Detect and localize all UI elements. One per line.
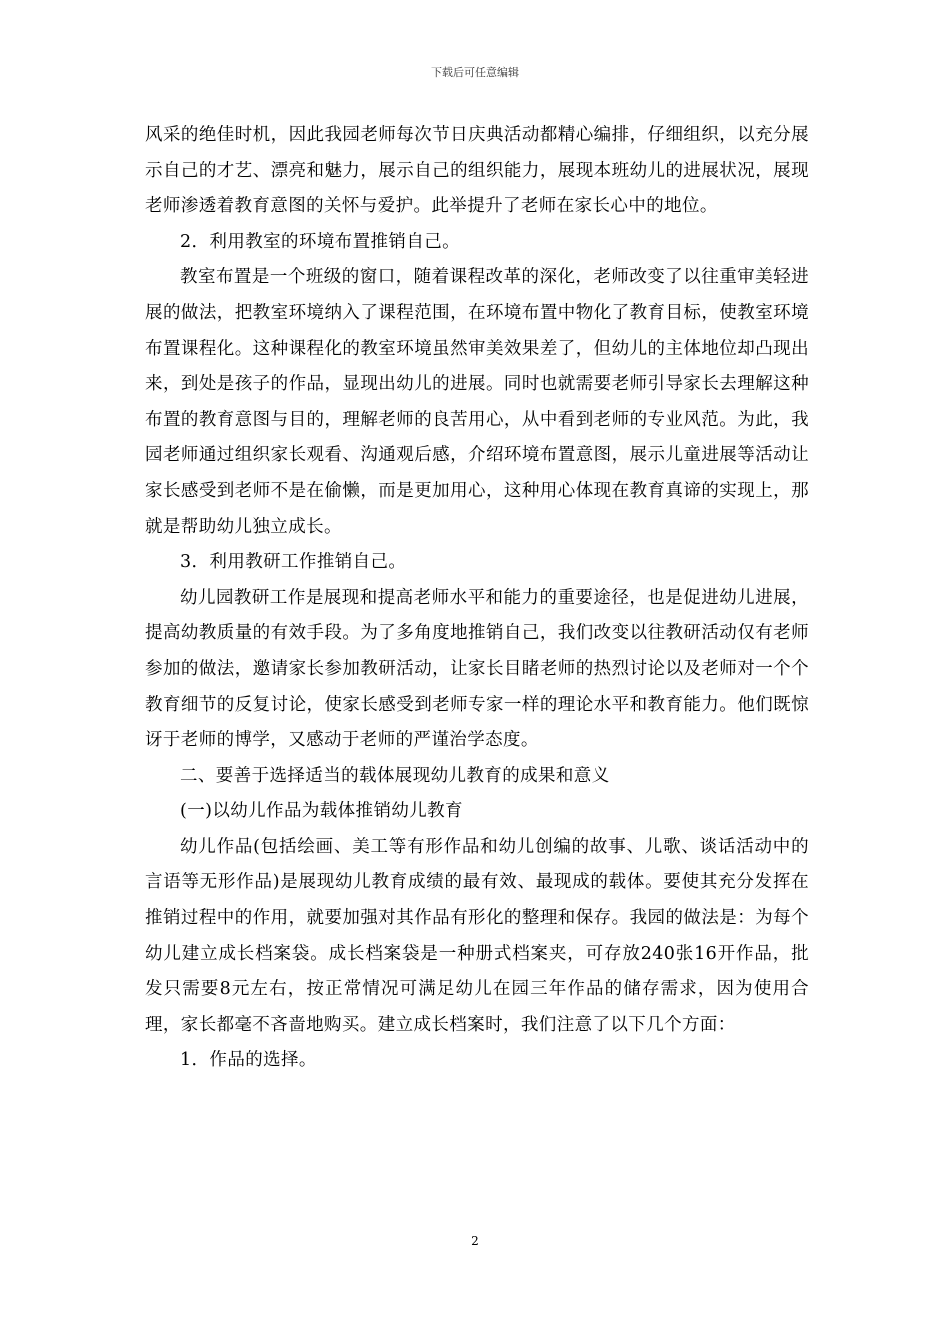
paragraph-teaching-research: 幼儿园教研工作是展现和提高老师水平和能力的重要途径，也是促进幼儿进展，提高幼教质量的有效手段。为了多角度地推销自己，我们改变以往教研活动仅有老师参加的做法，邀请家长参加教研活动，让家长目睹老师的热烈讨论以及老师对一个个教育细节的反复讨论，使家长感受到老师专家一样的理论水平和教育能力。他们既惊讶于老师的博学，又感动于老师的严谨治学态度。 xyxy=(145,587,809,751)
subheading-teaching-research: 3．利用教研工作推销自己。 xyxy=(180,552,407,573)
subheading-work-selection: 1．作品的选择。 xyxy=(180,1050,317,1071)
paragraph-continuation: 风采的绝佳时机，因此我园老师每次节日庆典活动都精心编排，仔细组织，以充分展示自己的才艺、漂亮和魅力，展示自己的组织能力，展现本班幼儿的进展状况，展现老师渗透着教育意图的关怀与爱护。此举提升了老师在家长心中的地位。 xyxy=(145,125,809,217)
page-number: 2 xyxy=(471,1234,479,1248)
paragraph-classroom-environment: 教室布置是一个班级的窗口，随着课程改革的深化，老师改变了以往重审美轻进展的做法，把教室环境纳入了课程范围，在环境布置中物化了教育目标，使教室环境布置课程化。这种课程化的教室环境虽然审美效果差了，但幼儿的主体地位却凸现出来，到处是孩子的作品，显现出幼儿的进展。同时也就需要老师引导家长去理解这种布置的教育意图与目的，理解老师的良苦用心，从中看到老师的专业风范。为此，我园老师通过组织家长观看、沟通观后感，介绍环境布置意图，展示儿童进展等活动让家长感受到老师不是在偷懒，而是更加用心，这种用心体现在教育真谛的实现上，那就是帮助幼儿独立成长。 xyxy=(145,267,809,537)
subsection-heading-one: (一)以幼儿作品为载体推销幼儿教育 xyxy=(180,801,463,822)
paragraph-children-works: 幼儿作品(包括绘画、美工等有形作品和幼儿创编的故事、儿歌、谈话活动中的言语等无形作品)是展现幼儿教育成绩的最有效、最现成的载体。要使其充分发挥在推销过程中的作用，就要加强对其作品有形化的整理和保存。我园的做法是：为每个幼儿建立成长档案袋。成长档案袋是一种册式档案夹，可存放240张16开作品，批发只需要8元左右，按正常情况可满足幼儿在园三年作品的储存需求，因为使用合理，家长都毫不吝啬地购买。建立成长档案时，我们注意了以下几个方面： xyxy=(145,836,809,1035)
document-body xyxy=(145,118,809,1079)
subheading-classroom-environment: 2．利用教室的环境布置推销自己。 xyxy=(180,231,461,252)
section-heading-two: 二、要善于选择适当的载体展现幼儿教育的成果和意义 xyxy=(180,765,610,786)
page-header: 下载后可任意编辑 xyxy=(431,66,519,79)
